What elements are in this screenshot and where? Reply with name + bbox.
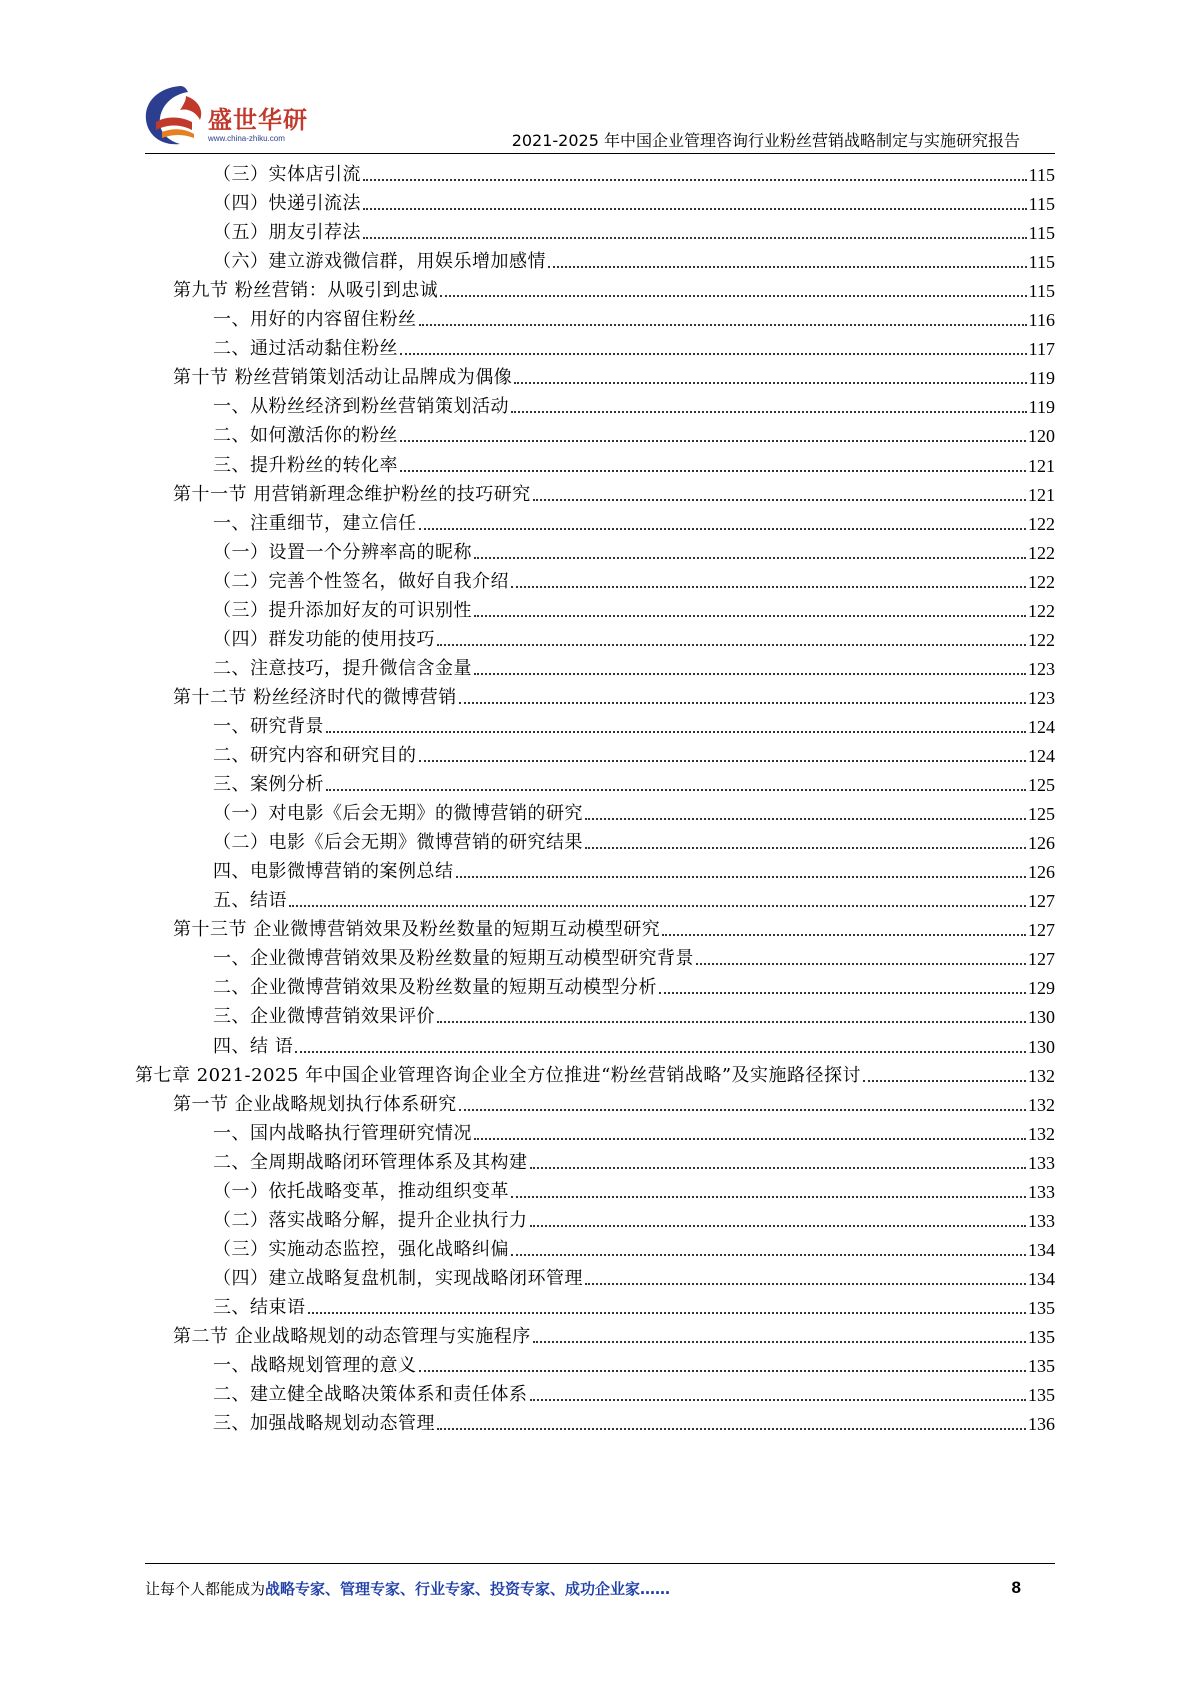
- toc-page-number: 123: [1028, 658, 1055, 679]
- toc-dot-leader: [295, 1051, 1026, 1053]
- toc-entry-title: 二、研究内容和研究目的: [213, 745, 417, 766]
- toc-page-number: 135: [1028, 1356, 1055, 1377]
- toc-page-number: 122: [1028, 513, 1055, 534]
- toc-page-number: 126: [1028, 833, 1055, 854]
- document-title: 2021-2025 年中国企业管理咨询行业粉丝营销战略制定与实施研究报告: [511, 131, 1020, 150]
- toc-entry[interactable]: [213, 824, 1055, 854]
- toc-dot-leader: [533, 499, 1026, 501]
- toc-page-number: 121: [1028, 484, 1055, 505]
- toc-entry[interactable]: [213, 1173, 1055, 1203]
- toc-entry-title: 一、注重细节，建立信任: [213, 512, 417, 534]
- toc-entry[interactable]: [213, 853, 1055, 883]
- toc-page-number: 119: [1028, 368, 1055, 389]
- toc-dot-leader: [289, 905, 1026, 907]
- toc-dot-leader: [696, 963, 1026, 965]
- toc-dot-leader: [511, 411, 1027, 413]
- toc-dot-leader: [474, 1138, 1026, 1140]
- toc-entry-title: 四、电影微博营销的案例总结: [213, 861, 454, 883]
- toc-entry[interactable]: [213, 1289, 1055, 1319]
- toc-page-number: 122: [1028, 542, 1055, 563]
- toc-entry[interactable]: [213, 1376, 1055, 1406]
- toc-entry[interactable]: [135, 1057, 1055, 1087]
- toc-entry-title: 三、提升粉丝的转化率: [213, 454, 398, 476]
- toc-dot-leader: [474, 557, 1026, 559]
- toc-page-number: 115: [1028, 252, 1055, 273]
- toc-page-number: 122: [1028, 629, 1055, 650]
- toc-entry-title: （四）快递引流法: [213, 193, 361, 215]
- toc-entry[interactable]: [213, 1231, 1055, 1261]
- toc-dot-leader: [419, 760, 1027, 762]
- toc-dot-leader: [308, 1312, 1027, 1314]
- toc-entry-title: （三）提升添加好友的可识别性: [213, 599, 472, 621]
- toc-page-number: 127: [1028, 949, 1055, 970]
- toc-page-number: 134: [1028, 1239, 1055, 1260]
- page-header: [0, 0, 1191, 160]
- toc-entry[interactable]: [213, 592, 1055, 622]
- toc-entry-title: （二）落实战略分解，提升企业执行力: [213, 1209, 528, 1231]
- toc-entry-title: 三、企业微博营销效果评价: [213, 1006, 435, 1028]
- page-footer: [145, 1578, 1055, 1608]
- toc-page-number: 117: [1028, 339, 1055, 360]
- toc-page-number: 124: [1028, 746, 1055, 766]
- toc-page-number: 133: [1028, 1210, 1055, 1231]
- toc-dot-leader: [437, 644, 1026, 646]
- toc-dot-leader: [400, 470, 1026, 472]
- toc-page-number: 130: [1028, 1007, 1055, 1028]
- toc-dot-leader: [533, 1341, 1026, 1343]
- toc-entry-title: 二、全周期战略闭环管理体系及其构建: [213, 1151, 528, 1173]
- toc-entry-title: 一、企业微博营销效果及粉丝数量的短期互动模型研究背景: [213, 948, 694, 970]
- toc-entry[interactable]: [213, 447, 1055, 477]
- toc-dot-leader: [511, 1196, 1026, 1198]
- toc-dot-leader: [400, 353, 1027, 355]
- toc-entry[interactable]: [213, 156, 1055, 186]
- toc-page-number: 124: [1028, 716, 1055, 737]
- toc-dot-leader: [530, 1399, 1027, 1401]
- toc-page-number: 122: [1028, 571, 1055, 592]
- toc-page-number: 135: [1028, 1385, 1055, 1406]
- toc-entry[interactable]: [213, 534, 1055, 564]
- toc-page-number: 115: [1028, 194, 1055, 215]
- toc-entry-title: 二、建立健全战略决策体系和责任体系: [213, 1384, 528, 1406]
- toc-entry[interactable]: [213, 1115, 1055, 1145]
- toc-page-number: 132: [1028, 1094, 1055, 1115]
- toc-entry[interactable]: [213, 795, 1055, 825]
- toc-page-number: 115: [1028, 281, 1055, 302]
- toc-entry[interactable]: [213, 737, 1055, 767]
- toc-entry[interactable]: [213, 301, 1055, 331]
- toc-dot-leader: [511, 1254, 1026, 1256]
- toc-entry[interactable]: [213, 388, 1055, 418]
- toc-dot-leader: [400, 440, 1026, 442]
- toc-entry-title: 二、如何激活你的粉丝: [213, 425, 398, 447]
- toc-entry[interactable]: [213, 766, 1055, 796]
- toc-entry[interactable]: [213, 650, 1055, 680]
- toc-entry-title: 第九节 粉丝营销：从吸引到忠诚: [173, 280, 439, 302]
- toc-dot-leader: [585, 1283, 1026, 1285]
- company-logo: [140, 82, 310, 150]
- toc-entry[interactable]: [213, 708, 1055, 738]
- toc-entry-title: （一）设置一个分辨率高的昵称: [213, 541, 472, 563]
- toc-entry-title: 一、用好的内容留住粉丝: [213, 309, 417, 331]
- toc-entry-title: 一、从粉丝经济到粉丝营销策划活动: [213, 396, 509, 418]
- header-divider: [145, 153, 1055, 154]
- toc-entry-title: 二、注意技巧，提升微信含金量: [213, 657, 472, 679]
- toc-dot-leader: [659, 992, 1026, 994]
- toc-dot-leader: [511, 586, 1026, 588]
- toc-dot-leader: [437, 1428, 1026, 1430]
- toc-entry-title: 第十节 粉丝营销策划活动让品牌成为偶像: [173, 367, 513, 389]
- toc-entry-title: 三、加强战略规划动态管理: [213, 1413, 435, 1435]
- toc-entry[interactable]: [213, 185, 1055, 215]
- toc-entry[interactable]: [173, 1318, 1055, 1348]
- toc-dot-leader: [456, 876, 1027, 878]
- toc-entry[interactable]: [173, 679, 1055, 709]
- toc-entry-title: （三）实体店引流: [213, 164, 361, 185]
- footer-slogan-lead: 让每个人都能成为: [145, 1580, 266, 1598]
- toc-dot-leader: [530, 1225, 1027, 1227]
- toc-entry-title: 二、通过活动黏住粉丝: [213, 338, 398, 360]
- toc-page-number: 127: [1028, 920, 1055, 941]
- toc-page-number: 133: [1028, 1152, 1055, 1173]
- toc-entry-title: 第十二节 粉丝经济时代的微博营销: [173, 686, 457, 708]
- footer-slogan-highlight: 战略专家、管理专家、行业专家、投资专家、成功企业家……: [265, 1580, 671, 1598]
- toc-page-number: 136: [1028, 1414, 1055, 1435]
- toc-entry[interactable]: [213, 1144, 1055, 1174]
- toc-entry[interactable]: [173, 476, 1055, 506]
- logo-name: 盛世华研: [208, 106, 308, 134]
- toc-page-number: 116: [1028, 310, 1055, 331]
- toc-entry-title: 一、国内战略执行管理研究情况: [213, 1122, 472, 1144]
- toc-entry[interactable]: [213, 1028, 1055, 1058]
- toc-page-number: 134: [1028, 1268, 1055, 1289]
- toc-page-number: 132: [1028, 1065, 1055, 1086]
- toc-page-number: 135: [1028, 1327, 1055, 1347]
- toc-entry-title: 三、案例分析: [213, 774, 324, 796]
- toc-page-number: 135: [1028, 1297, 1055, 1318]
- toc-dot-leader: [530, 1167, 1027, 1169]
- toc-page-number: 119: [1028, 397, 1055, 418]
- toc-entry[interactable]: [213, 940, 1055, 970]
- footer-divider: [145, 1563, 1055, 1564]
- toc-entry-title: 一、研究背景: [213, 715, 324, 737]
- toc-entry[interactable]: [213, 214, 1055, 244]
- toc-page-number: 115: [1028, 223, 1055, 244]
- toc-page-number: 127: [1028, 891, 1055, 912]
- toc-entry-title: 四、结 语: [213, 1035, 294, 1057]
- toc-dot-leader: [419, 528, 1027, 530]
- toc-page-number: 130: [1028, 1036, 1055, 1057]
- toc-page-number: 133: [1028, 1181, 1055, 1202]
- toc-entry[interactable]: [213, 882, 1055, 912]
- toc-page-number: 125: [1028, 775, 1055, 796]
- toc-entry-title: （四）群发功能的使用技巧: [213, 628, 435, 650]
- toc-entry-title: 第十一节 用营销新理念维护粉丝的技巧研究: [173, 483, 531, 505]
- toc-entry[interactable]: [213, 1405, 1055, 1435]
- toc-page-number: 126: [1028, 862, 1055, 883]
- toc-entry-title: 第七章 2021-2025 年中国企业管理咨询企业全方位推进“粉丝营销战略”及实施路径探讨: [135, 1064, 862, 1086]
- toc-page-number: 123: [1028, 687, 1055, 708]
- toc-dot-leader: [440, 295, 1026, 297]
- toc-page-number: 125: [1028, 804, 1055, 825]
- toc-entry-title: （二）完善个性签名，做好自我介绍: [213, 570, 509, 592]
- toc-entry-title: 第二节 企业战略规划的动态管理与实施程序: [173, 1326, 531, 1347]
- toc-entry[interactable]: [173, 911, 1055, 941]
- toc-dot-leader: [326, 731, 1026, 733]
- toc-entry-title: （二）电影《后会无期》微博营销的研究结果: [213, 832, 583, 854]
- toc-dot-leader: [548, 266, 1027, 268]
- toc-entry[interactable]: [213, 505, 1055, 535]
- toc-entry-title: （六）建立游戏微信群，用娱乐增加感情: [213, 251, 546, 273]
- toc-dot-leader: [363, 208, 1027, 210]
- toc-dot-leader: [437, 1021, 1026, 1023]
- toc-dot-leader: [459, 702, 1026, 704]
- toc-entry[interactable]: [213, 969, 1055, 999]
- toc-page-number: 121: [1028, 455, 1055, 476]
- toc-entry-title: 五、结语: [213, 890, 287, 912]
- toc-entry-title: 第十三节 企业微博营销效果及粉丝数量的短期互动模型研究: [173, 919, 661, 941]
- toc-entry-title: 第一节 企业战略规划执行体系研究: [173, 1093, 457, 1115]
- toc-entry-title: （四）建立战略复盘机制，实现战略闭环管理: [213, 1267, 583, 1289]
- toc-entry[interactable]: [213, 998, 1055, 1028]
- toc-entry[interactable]: [213, 330, 1055, 360]
- toc-dot-leader: [326, 789, 1026, 791]
- toc-dot-leader: [514, 382, 1026, 384]
- toc-entry[interactable]: [213, 1260, 1055, 1290]
- toc-entry[interactable]: [173, 359, 1055, 389]
- toc-entry[interactable]: [173, 272, 1055, 302]
- toc-entry-title: （三）实施动态监控，强化战略纠偏: [213, 1238, 509, 1260]
- toc-entry-title: 一、战略规划管理的意义: [213, 1355, 417, 1377]
- logo-mark-icon: [140, 82, 210, 148]
- toc-dot-leader: [863, 1080, 1026, 1082]
- toc-entry[interactable]: [173, 1086, 1055, 1116]
- toc-dot-leader: [459, 1109, 1026, 1111]
- toc-entry[interactable]: [213, 563, 1055, 593]
- logo-url: www.china-zhiku.com: [208, 134, 285, 143]
- toc-dot-leader: [419, 1370, 1027, 1372]
- toc-dot-leader: [419, 324, 1027, 326]
- toc-dot-leader: [474, 673, 1026, 675]
- toc-dot-leader: [585, 818, 1026, 820]
- toc-entry-title: （一）依托战略变革，推动组织变革: [213, 1180, 509, 1202]
- toc-entry[interactable]: [213, 243, 1055, 273]
- toc-page-number: 120: [1028, 426, 1055, 447]
- toc-entry-title: （五）朋友引荐法: [213, 222, 361, 244]
- toc-page-number: 122: [1028, 600, 1055, 621]
- toc-entry-title: 三、结束语: [213, 1296, 306, 1318]
- toc-dot-leader: [662, 934, 1026, 936]
- toc-entry[interactable]: [213, 1347, 1055, 1377]
- toc-page-number: 132: [1028, 1123, 1055, 1144]
- toc-dot-leader: [585, 847, 1026, 849]
- toc-entry[interactable]: [213, 417, 1055, 447]
- toc-dot-leader: [363, 179, 1027, 181]
- page-number: 8: [1011, 1578, 1021, 1597]
- toc-page-number: 129: [1028, 978, 1055, 999]
- toc-dot-leader: [363, 237, 1027, 239]
- toc-entry-title: （一）对电影《后会无期》的微博营销的研究: [213, 803, 583, 825]
- toc-entry[interactable]: [213, 1202, 1055, 1232]
- toc-page-number: 115: [1028, 165, 1055, 185]
- toc-entry-title: 二、企业微博营销效果及粉丝数量的短期互动模型分析: [213, 977, 657, 999]
- toc-entry[interactable]: [213, 621, 1055, 651]
- toc-dot-leader: [474, 615, 1026, 617]
